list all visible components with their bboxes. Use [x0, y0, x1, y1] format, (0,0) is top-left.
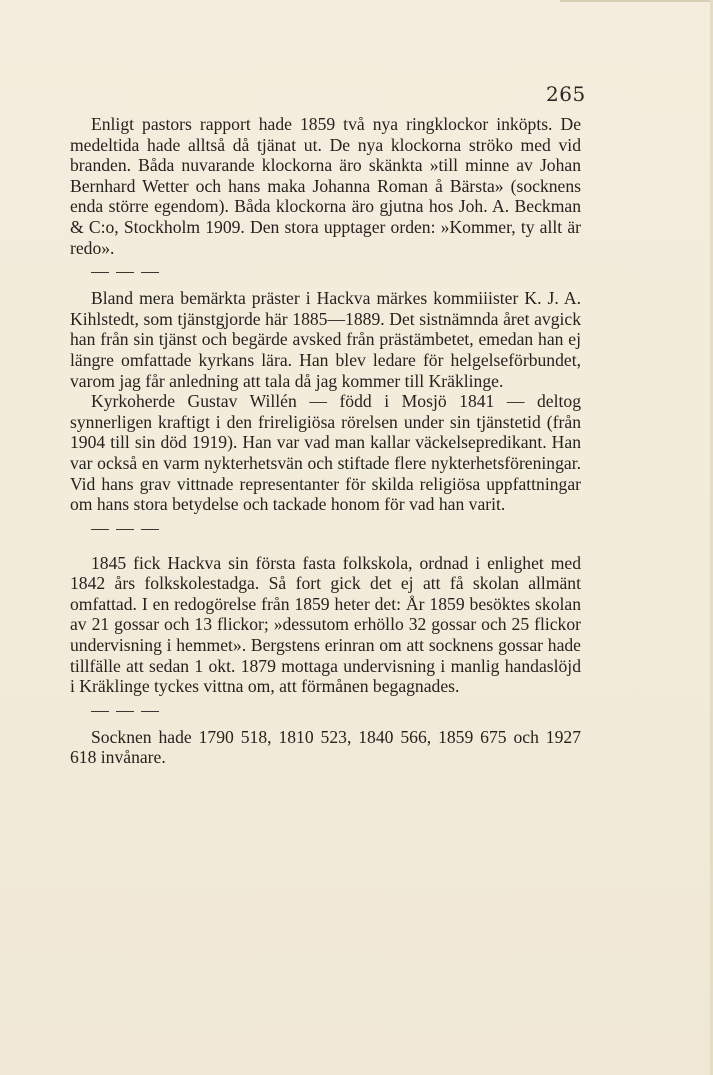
section-divider — [91, 701, 581, 722]
page-top-edge — [560, 0, 713, 2]
divider-dash — [116, 272, 134, 273]
divider-dash — [141, 711, 159, 712]
paragraph-bells: Enligt pastors rapport hade 1859 två nya ringklockor inköpts. De medeltida hade alltså då tjänat ut. De nya klockorna ströko med vid branden. Båda nuvarande klockorna äro skänkta »till minne av Johan Bernhard Wetter och hans maka Johanna Roman å Bärsta» (socknens enda större egendom). Båda klockorna äro gjutna hos Joh. A. Beckman & C:o, Stockholm 1909. Den stora upptager orden: »Kommer, ty allt är redo». — [70, 114, 581, 258]
section-divider — [91, 519, 581, 540]
body-text — [70, 114, 581, 768]
paragraph-priests: Bland mera bemärkta präster i Hackva märkes kommiiister K. J. A. Kihlstedt, som tjänstgjorde här 1885—1889. Det sistnämnda året avgick han från sin tjänst och begärde avsked från prästämbetet, emedan han ej längre omfattade kyrkans lära. Han blev ledare för helgelseförbundet, varom jag får anledning att tala då jag kommer till Kräklinge. — [70, 288, 581, 391]
divider-dash — [116, 711, 134, 712]
divider-dash — [91, 272, 109, 273]
paragraph-willen: Kyrkoherde Gustav Willén — född i Mosjö 1841 — deltog synnerligen kraftigt i den frireligiösa rörelsen under sin tjänstetid (från 1904 till sin död 1919). Han var vad man kallar väckelsepredikant. Han var också en varm nykterhetsvän och stiftade flere nykterhetsföreningar. Vid hans grav vittnade representanter för skilda religiösa uppfattningar om hans stora betydelse och tackade honom för vad han varit. — [70, 391, 581, 515]
divider-dash — [116, 529, 134, 530]
divider-dash — [91, 529, 109, 530]
divider-dash — [91, 711, 109, 712]
paragraph-school: 1845 fick Hackva sin första fasta folkskola, ordnad i enlighet med 1842 års folkskolestadga. Så fort gick det ej att få skolan allmänt omfattad. I en redogörelse från 1859 heter det: År 1859 besöktes skolan av 21 gossar och 13 flickor; »dessutom erhöllo 32 gossar och 25 flickor undervisning i hemmet». Bergstens erinran om att socknens gossar hade tillfälle att sedan 1 okt. 1879 mottaga undervisning i manlig handaslöjd i Kräklinge tyckes vittna om, att förmånen begagnades. — [70, 552, 581, 697]
divider-dash — [141, 272, 159, 273]
divider-dash — [141, 529, 159, 530]
page-number: 265 — [546, 82, 586, 106]
paragraph-population: Socknen hade 1790 518, 1810 523, 1840 566, 1859 675 och 1927 618 invånare. — [70, 726, 581, 768]
section-divider — [91, 262, 581, 283]
